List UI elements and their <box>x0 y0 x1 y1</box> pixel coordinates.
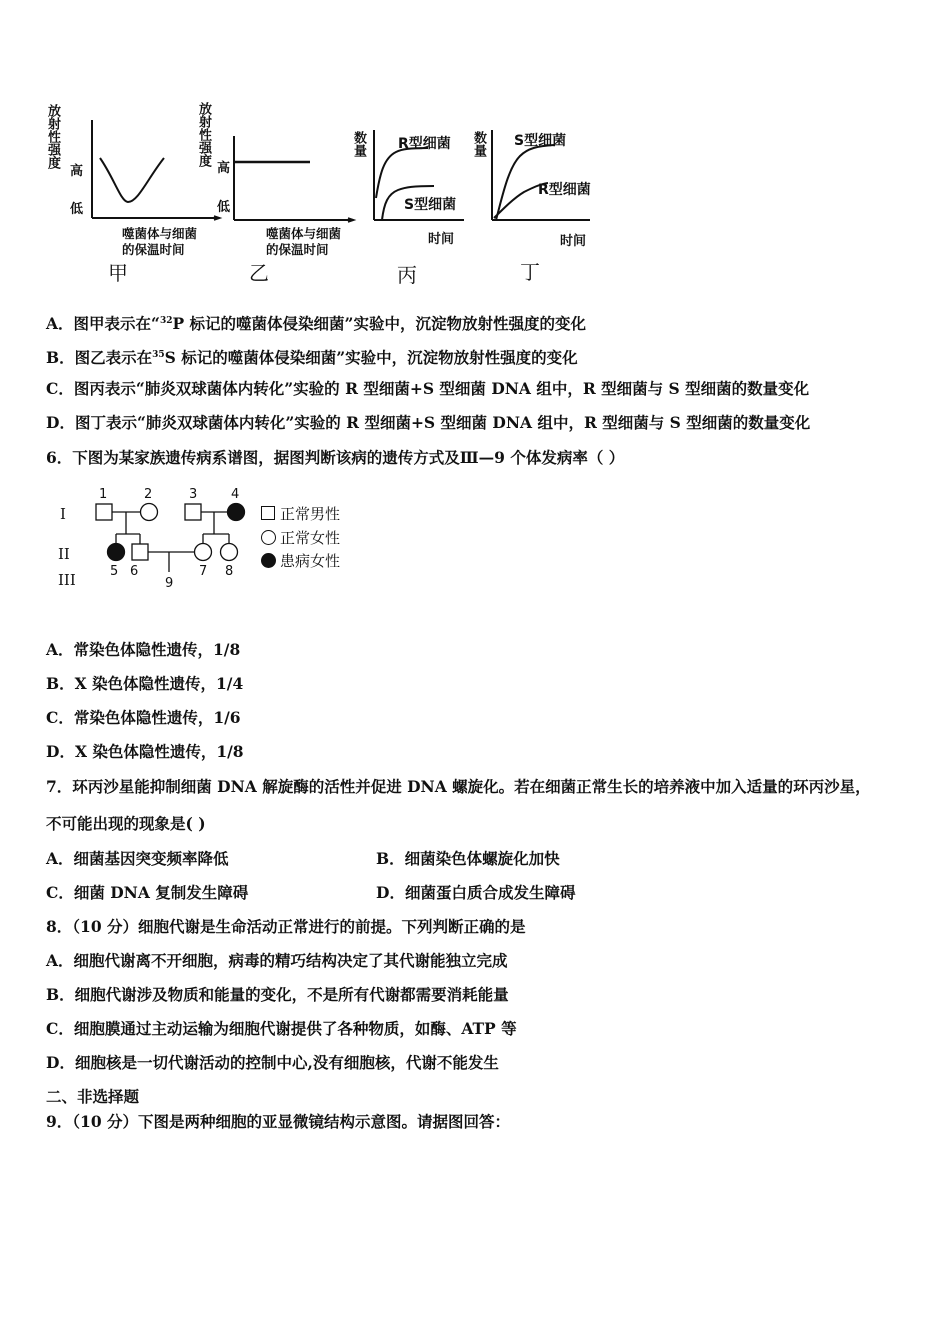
graph-yi-x-label-2: 的保温时间 <box>266 242 329 257</box>
q7-option-b: B．细菌染色体螺旋化加快 <box>376 849 560 868</box>
pedigree-individual-4 <box>228 504 245 521</box>
q5-option-d: D．图丁表示“肺炎双球菌体内转化”实验的 R 型细菌+S 型细菌 DNA 组中，R 型细菌与 S 型细菌的数量变化 <box>46 413 811 432</box>
graph-ding-curve-top-label: S型细菌 <box>514 133 567 149</box>
pedigree-label-9: 9 <box>165 576 174 591</box>
q8-option-a: A．细胞代谢离不开细胞，病毒的精巧结构决定了其代谢能独立完成 <box>46 951 508 970</box>
q5-option-b-pre: B．图乙表示在 <box>46 348 153 368</box>
q6-option-b: B．X 染色体隐性遗传，1/4 <box>46 674 244 693</box>
q6-option-a: A．常染色体隐性遗传，1/8 <box>46 640 241 659</box>
pedigree-label-3: 3 <box>189 487 198 502</box>
q7-option-a: A．细菌基因突变频率降低 <box>46 849 229 868</box>
graph-yi-caption: 乙 <box>249 261 269 285</box>
graph-bing-caption: 丙 <box>397 263 417 287</box>
graph-yi-x-label-1: 噬菌体与细菌 <box>266 226 342 241</box>
pedigree-label-7: 7 <box>199 564 208 579</box>
section-2-title: 二、非选择题 <box>46 1087 140 1106</box>
pedigree-gen-3: III <box>58 571 76 589</box>
q8-option-d: D．细胞核是一切代谢活动的控制中心,没有细胞核，代谢不能发生 <box>46 1053 499 1072</box>
graph-ding-y-label: 数量 <box>471 131 486 157</box>
pedigree-label-2: 2 <box>144 487 153 502</box>
q5-option-a-sup: 32 <box>159 316 173 326</box>
pedigree-individual-2 <box>141 504 158 521</box>
q8-option-c: C．细胞膜通过主动运输为细胞代谢提供了各种物质，如酶、ATP 等 <box>46 1019 517 1038</box>
graph-ding-x-label: 时间 <box>560 234 587 249</box>
q5-option-a-post: P 标记的噬菌体侵染细菌”实验中，沉淀物放射性强度的变化 <box>172 314 586 334</box>
graph-yi-plot <box>230 134 360 224</box>
q5-option-a <box>46 311 586 334</box>
pedigree-gen-2: II <box>58 545 70 563</box>
graph-jia-x-label-1: 噬菌体与细菌 <box>122 226 198 241</box>
q7-stem-line1: 7．环丙沙星能抑制细菌 DNA 解旋酶的活性并促进 DNA 螺旋化。若在细菌正常生长的培养液中加入适量的环丙沙星， <box>46 777 871 796</box>
q7-option-c: C．细菌 DNA 复制发生障碍 <box>46 883 249 902</box>
graph-bing-curve-top-label: R型细菌 <box>398 136 451 152</box>
pedigree-individual-5 <box>108 544 125 561</box>
q5-option-b-post: S 标记的噬菌体侵染细菌”实验中，沉淀物放射性强度的变化 <box>164 348 578 368</box>
pedigree-label-5: 5 <box>110 564 119 579</box>
pedigree-individual-6 <box>132 544 148 560</box>
graph-bing-curve-r <box>376 148 428 198</box>
q6-option-d: D．X 染色体隐性遗传，1/8 <box>46 742 244 761</box>
q9-stem: 9．（10 分）下图是两种细胞的亚显微镜结构示意图。请据图回答： <box>46 1112 511 1131</box>
q5-option-a-pre: A．图甲表示在“ <box>46 314 160 334</box>
pedigree-gen-1: I <box>60 505 66 523</box>
legend-affected-icon <box>261 553 276 568</box>
q5-option-b <box>46 345 578 368</box>
q7-stem-line2: 不可能出现的现象是( ) <box>46 814 206 833</box>
q8-stem: 8．（10 分）细胞代谢是生命活动正常进行的前提。下列判断正确的是 <box>46 917 526 936</box>
graph-yi-low: 低 <box>217 200 231 215</box>
graph-jia-curve <box>100 158 164 202</box>
graph-yi-high: 高 <box>217 161 231 176</box>
graph-jia-low: 低 <box>70 202 84 217</box>
graph-jia-x-label-2: 的保温时间 <box>122 242 185 257</box>
graph-yi-y-label: 放射性强度 <box>196 102 211 167</box>
pedigree-label-8: 8 <box>225 564 234 579</box>
graph-ding-curve-bottom-label: R型细菌 <box>538 182 591 198</box>
graph-jia-y-label: 放射性强度 <box>45 104 60 169</box>
pedigree-individual-3 <box>185 504 201 520</box>
pedigree-label-1: 1 <box>99 487 108 502</box>
graph-bing-curve-bottom-label: S型细菌 <box>404 197 457 213</box>
pedigree-label-4: 4 <box>231 487 240 502</box>
legend-male-label: 正常男性 <box>280 505 341 523</box>
q6-stem: 6．下图为某家族遗传病系谱图，据图判断该病的遗传方式及Ⅲ—9 个体发病率（ ） <box>46 448 625 467</box>
graph-jia-caption: 甲 <box>108 261 128 285</box>
legend-female-icon <box>261 530 276 545</box>
legend-female-label: 正常女性 <box>280 529 341 547</box>
pedigree-individual-7 <box>195 544 212 561</box>
legend-affected-label: 患病女性 <box>280 552 341 570</box>
q7-option-d: D．细菌蛋白质合成发生障碍 <box>376 883 576 902</box>
pedigree-individual-8 <box>221 544 238 561</box>
graph-bing-x-label: 时间 <box>428 232 455 247</box>
legend-male-icon <box>261 506 275 520</box>
q5-option-c: C．图丙表示“肺炎双球菌体内转化”实验的 R 型细菌+S 型细菌 DNA 组中，R 型细菌与 S 型细菌的数量变化 <box>46 379 810 398</box>
pedigree-label-6: 6 <box>130 564 139 579</box>
q5-option-b-sup: 35 <box>152 350 165 360</box>
graph-bing-y-label: 数量 <box>351 131 366 157</box>
graph-jia-high: 高 <box>70 164 84 179</box>
q6-option-c: C．常染色体隐性遗传，1/6 <box>46 708 241 727</box>
pedigree-individual-1 <box>96 504 112 520</box>
graph-ding-caption: 丁 <box>520 260 540 284</box>
q8-option-b: B．细胞代谢涉及物质和能量的变化，不是所有代谢都需要消耗能量 <box>46 985 509 1004</box>
